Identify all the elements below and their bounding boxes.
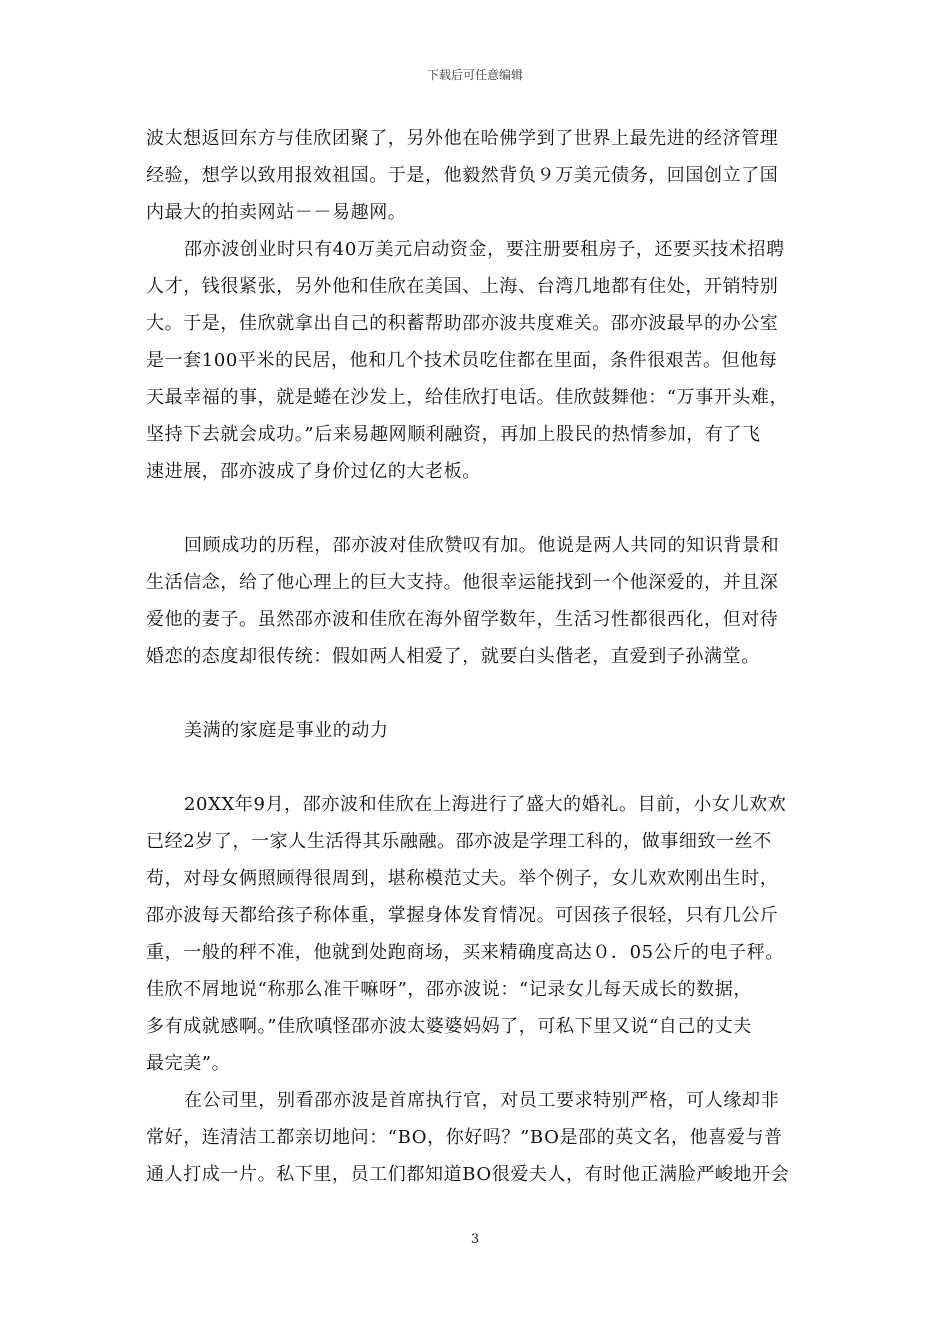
text-line: 爱他的妻子。虽然邵亦波和佳欣在海外留学数年，生活习性都很西化，但对待: [146, 609, 779, 630]
text-line: 经验，想学以致用报效祖国。于是，他毅然背负９万美元债务，回国创立了国: [146, 165, 779, 186]
text-line: 多有成就感啊。”佳欣嗔怪邵亦波太婆婆妈妈了，可私下里又说“自己的丈夫: [146, 1016, 752, 1037]
text-line: 生活信念，给了他心理上的巨大支持。他很幸运能找到一个他深爱的，并且深: [146, 572, 779, 593]
page-header: 下载后可任意编辑: [426, 68, 523, 82]
text-line: 是一套100平米的民居，他和几个技术员吃住都在里面，条件很艰苦。但他每: [146, 350, 778, 371]
page-number: 3: [470, 1232, 480, 1247]
text-line: 邵亦波创业时只有40万美元启动资金，要注册要租房子，还要买技术招聘: [184, 239, 785, 260]
text-line: 天最幸福的事，就是蜷在沙发上，给佳欣打电话。佳欣鼓舞他：“万事开头难，: [146, 387, 789, 408]
text-line: 20XX年9月，邵亦波和佳欣在上海进行了盛大的婚礼。目前，小女儿欢欢: [184, 794, 787, 815]
text-line: 人才，钱很紧张，另外他和佳欣在美国、上海、台湾几地都有住处，开销特别: [146, 276, 779, 297]
text-line: 苟，对母女俩照顾得很周到，堪称模范丈夫。举个例子，女儿欢欢刚出生时，: [146, 868, 779, 889]
text-line: 佳欣不屑地说“称那么准干嘛呀”，邵亦波说：“记录女儿每天成长的数据，: [146, 979, 753, 1000]
text-line: 常好，连清洁工都亲切地问：“BO，你好吗？”BO是邵的英文名，他喜爱与普: [146, 1127, 783, 1148]
text-line: 最完美”。: [146, 1053, 231, 1074]
text-line: 坚持下去就会成功。”后来易趣网顺利融资，再加上股民的热情参加，有了飞: [146, 424, 761, 445]
text-line: 内最大的拍卖网站－－易趣网。: [146, 202, 407, 223]
text-line: 在公司里，别看邵亦波是首席执行官，对员工要求特别严格，可人缘却非: [184, 1090, 780, 1111]
text-line: 通人打成一片。私下里，员工们都知道BO很爱夫人，有时他正满脸严峻地开会: [146, 1164, 790, 1185]
text-line: 邵亦波每天都给孩子称体重，掌握身体发育情况。可因孩子很轻，只有几公斤: [146, 905, 779, 926]
section-heading: 美满的家庭是事业的动力: [184, 720, 389, 741]
text-line: 大。于是，佳欣就拿出自己的积蓄帮助邵亦波共度难关。邵亦波最早的办公室: [146, 313, 779, 334]
text-line: 重，一般的秤不准，他就到处跑商场，买来精确度高达０．05公斤的电子秤。: [146, 942, 784, 963]
text-line: 已经2岁了，一家人生活得其乐融融。邵亦波是学理工科的，做事细致一丝不: [146, 831, 772, 852]
text-line: 回顾成功的历程，邵亦波对佳欣赞叹有加。他说是两人共同的知识背景和: [184, 535, 780, 556]
text-line: 速进展，邵亦波成了身价过亿的大老板。: [146, 461, 481, 482]
text-line: 波太想返回东方与佳欣团聚了，另外他在哈佛学到了世界上最先进的经济管理: [146, 128, 779, 149]
text-line: 婚恋的态度却很传统：假如两人相爱了，就要白头偕老，直爱到子孙满堂。: [146, 646, 760, 667]
